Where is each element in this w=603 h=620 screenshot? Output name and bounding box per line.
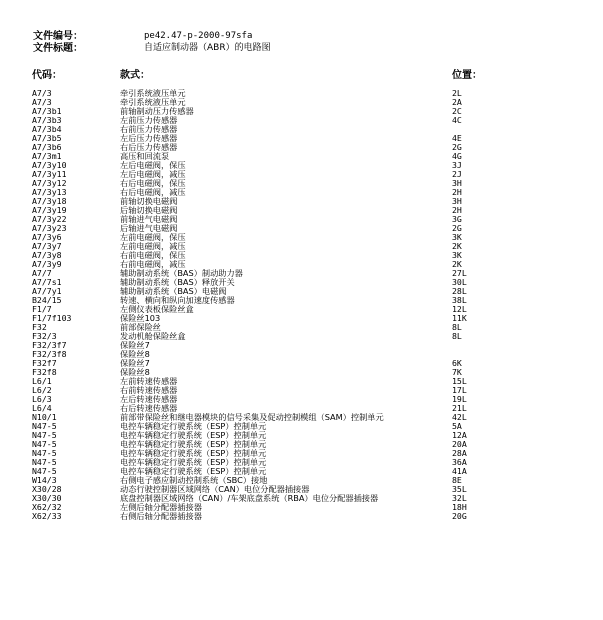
row-position: 3J <box>452 160 462 170</box>
column-header-pos: 位置： <box>452 70 482 81</box>
row-position: 20A <box>452 439 467 449</box>
row-description: 前轴进气电磁阀 <box>120 214 178 224</box>
row-code: A7/3y19 <box>32 205 67 215</box>
row-code: F32f8 <box>32 367 57 377</box>
row-position: 2K <box>452 241 462 251</box>
row-position: 2L <box>452 88 462 98</box>
row-description: 左前电磁阀，保压 <box>120 232 186 242</box>
table-row <box>0 494 603 503</box>
row-code: B24/15 <box>32 295 62 305</box>
table-row <box>0 242 603 251</box>
row-code: N47-5 <box>32 448 57 458</box>
table-row <box>0 395 603 404</box>
row-description: 电控车辆稳定行驶系统（ESP）控制单元 <box>120 466 267 476</box>
row-description: 辅助制动系统（BAS）制动助力器 <box>120 268 243 278</box>
row-description: 右前电磁阀，保压 <box>120 250 186 260</box>
row-description: 左后电磁阀，减压 <box>120 169 186 179</box>
row-description: 保险丝7 <box>120 340 150 350</box>
table-row <box>0 287 603 296</box>
table-row <box>0 503 603 512</box>
table-row <box>0 377 603 386</box>
row-description: 高压和回流泵 <box>120 151 170 161</box>
table-row <box>0 440 603 449</box>
row-position: 6K <box>452 358 462 368</box>
table-row <box>0 143 603 152</box>
row-position: 38L <box>452 295 467 305</box>
row-description: 左侧后轴分配器插接器 <box>120 502 202 512</box>
row-description: 电控车辆稳定行驶系统（ESP）控制单元 <box>120 421 267 431</box>
table-row <box>0 512 603 521</box>
row-code: A7/3y6 <box>32 232 62 242</box>
table-row <box>0 314 603 323</box>
row-position: 3K <box>452 250 462 260</box>
row-code: F32/3 <box>32 331 57 341</box>
row-code: X30/30 <box>32 493 62 503</box>
table-row <box>0 323 603 332</box>
row-code: A7/3b4 <box>32 124 62 134</box>
row-description: 前部保险丝 <box>120 322 161 332</box>
row-code: F32/3f8 <box>32 349 67 359</box>
row-code: X62/32 <box>32 502 62 512</box>
row-code: A7/3y8 <box>32 250 62 260</box>
table-row <box>0 350 603 359</box>
table-row <box>0 215 603 224</box>
row-description: 辅助制动系统（BAS）电磁阀 <box>120 286 227 296</box>
row-description: 保险丝103 <box>120 313 161 323</box>
row-description: 前轴切换电磁阀 <box>120 196 178 206</box>
row-code: A7/3y18 <box>32 196 67 206</box>
row-position: 5A <box>452 421 462 431</box>
row-position: 32L <box>452 493 467 503</box>
row-position: 21L <box>452 403 467 413</box>
row-code: N47-5 <box>32 421 57 431</box>
row-description: 辅助制动系统（BAS）释放开关 <box>120 277 235 287</box>
table-row <box>0 431 603 440</box>
row-position: 4C <box>452 115 462 125</box>
row-description: 牵引系统液压单元 <box>120 97 186 107</box>
row-position: 18H <box>452 502 467 512</box>
row-position: 19L <box>452 394 467 404</box>
row-code: A7/3y22 <box>32 214 67 224</box>
row-code: N47-5 <box>32 439 57 449</box>
row-position: 2J <box>452 169 462 179</box>
row-code: L6/2 <box>32 385 52 395</box>
row-description: 后轴切换电磁阀 <box>120 205 178 215</box>
doc-number-label: 文件编号： <box>33 31 83 42</box>
row-code: A7/3b1 <box>32 106 62 116</box>
row-description: 左前压力传感器 <box>120 115 178 125</box>
table-row <box>0 152 603 161</box>
row-position: 2A <box>452 97 462 107</box>
row-position: 28A <box>452 448 467 458</box>
row-code: F32 <box>32 322 47 332</box>
row-position: 8L <box>452 331 462 341</box>
column-header-code: 代码： <box>32 70 62 81</box>
row-code: F1/7 <box>32 304 52 314</box>
row-position: 3H <box>452 196 462 206</box>
table-row <box>0 197 603 206</box>
row-code: F1/7f103 <box>32 313 72 323</box>
table-row <box>0 422 603 431</box>
table-row <box>0 188 603 197</box>
table-row <box>0 413 603 422</box>
table-row <box>0 179 603 188</box>
table-row <box>0 341 603 350</box>
row-code: A7/7 <box>32 268 52 278</box>
row-code: N47-5 <box>32 457 57 467</box>
row-code: A7/3y10 <box>32 160 67 170</box>
doc-title-label: 文件标题： <box>33 43 83 54</box>
row-code: A7/3b5 <box>32 133 62 143</box>
table-row <box>0 98 603 107</box>
row-description: 右侧电子感应制动控制系统（SBC）接地 <box>120 475 268 485</box>
row-description: 牵引系统液压单元 <box>120 88 186 98</box>
row-description: 电控车辆稳定行驶系统（ESP）控制单元 <box>120 448 267 458</box>
row-description: 右后压力传感器 <box>120 142 178 152</box>
table-row <box>0 449 603 458</box>
row-position: 2K <box>452 259 462 269</box>
row-code: A7/3 <box>32 88 52 98</box>
table-row <box>0 296 603 305</box>
row-code: N47-5 <box>32 466 57 476</box>
row-position: 27L <box>452 268 467 278</box>
row-code: A7/7y1 <box>32 286 62 296</box>
table-row <box>0 170 603 179</box>
row-position: 3K <box>452 232 462 242</box>
row-code: N10/1 <box>32 412 57 422</box>
row-position: 20G <box>452 511 467 521</box>
row-code: L6/1 <box>32 376 52 386</box>
table-row <box>0 260 603 269</box>
row-code: L6/4 <box>32 403 52 413</box>
row-position: 36A <box>452 457 467 467</box>
row-position: 35L <box>452 484 467 494</box>
row-position: 2G <box>452 223 462 233</box>
row-position: 7K <box>452 367 462 377</box>
row-position: 3G <box>452 214 462 224</box>
table-row <box>0 278 603 287</box>
row-position: 8L <box>452 322 462 332</box>
table-row <box>0 359 603 368</box>
table-row <box>0 125 603 134</box>
table-row <box>0 458 603 467</box>
row-description: 左侧仪表板保险丝盒 <box>120 304 194 314</box>
row-position: 28L <box>452 286 467 296</box>
component-list <box>0 89 603 521</box>
table-row <box>0 107 603 116</box>
row-position: 41A <box>452 466 467 476</box>
table-row <box>0 332 603 341</box>
row-description: 右前转速传感器 <box>120 385 178 395</box>
row-code: X62/33 <box>32 511 62 521</box>
row-position: 12A <box>452 430 467 440</box>
row-description: 电控车辆稳定行驶系统（ESP）控制单元 <box>120 430 267 440</box>
row-description: 保险丝8 <box>120 367 150 377</box>
row-code: L6/3 <box>32 394 52 404</box>
table-row <box>0 305 603 314</box>
table-row <box>0 89 603 98</box>
row-position: 4E <box>452 133 462 143</box>
table-row <box>0 116 603 125</box>
table-row <box>0 269 603 278</box>
row-description: 左前电磁阀，减压 <box>120 241 186 251</box>
row-description: 动态行驶控制器区域网络（CAN）电位分配器插接器 <box>120 484 310 494</box>
row-code: W14/3 <box>32 475 57 485</box>
row-position: 11K <box>452 313 467 323</box>
doc-title-value: 自适应制动器（ABR）的电路图 <box>144 43 271 53</box>
table-row <box>0 206 603 215</box>
row-description: 左后转速传感器 <box>120 394 178 404</box>
row-description: 电控车辆稳定行驶系统（ESP）控制单元 <box>120 457 267 467</box>
table-row <box>0 386 603 395</box>
table-row <box>0 251 603 260</box>
row-position: 3H <box>452 178 462 188</box>
row-position: 2H <box>452 187 462 197</box>
row-code: A7/3y12 <box>32 178 67 188</box>
row-position: 42L <box>452 412 467 422</box>
row-description: 保险丝8 <box>120 349 150 359</box>
row-position: 30L <box>452 277 467 287</box>
row-description: 右前压力传感器 <box>120 124 178 134</box>
row-code: A7/3 <box>32 97 52 107</box>
row-code: A7/3y23 <box>32 223 67 233</box>
row-description: 前轴制动压力传感器 <box>120 106 194 116</box>
row-description: 右后转速传感器 <box>120 403 178 413</box>
table-row <box>0 233 603 242</box>
row-position: 8E <box>452 475 462 485</box>
row-description: 前部带保险丝和继电器模块的信号采集及促动控制模组（SAM）控制单元 <box>120 412 384 422</box>
table-row <box>0 467 603 476</box>
row-position: 15L <box>452 376 467 386</box>
row-code: A7/3y13 <box>32 187 67 197</box>
row-description: 左后压力传感器 <box>120 133 178 143</box>
row-description: 右后电磁阀，保压 <box>120 178 186 188</box>
row-code: N47-5 <box>32 430 57 440</box>
row-description: 底盘控制器区域网络（CAN）/车架底盘系统（RBA）电位分配器插接器 <box>120 493 379 503</box>
row-description: 发动机舱保险丝盒 <box>120 331 186 341</box>
row-code: A7/7s1 <box>32 277 62 287</box>
row-description: 后轴进气电磁阀 <box>120 223 178 233</box>
table-row <box>0 161 603 170</box>
row-code: F32f7 <box>32 358 57 368</box>
row-code: A7/3y7 <box>32 241 62 251</box>
row-description: 保险丝7 <box>120 358 150 368</box>
row-position: 2C <box>452 106 462 116</box>
row-position: 4G <box>452 151 462 161</box>
row-description: 右侧后轴分配器插接器 <box>120 511 202 521</box>
row-position: 2H <box>452 205 462 215</box>
row-code: A7/3y9 <box>32 259 62 269</box>
row-code: X30/28 <box>32 484 62 494</box>
row-description: 左前转速传感器 <box>120 376 178 386</box>
row-position: 17L <box>452 385 467 395</box>
table-row <box>0 224 603 233</box>
row-code: A7/3b3 <box>32 115 62 125</box>
row-code: A7/3b6 <box>32 142 62 152</box>
row-description: 转速、横向和纵向加速度传感器 <box>120 295 235 305</box>
row-description: 右后电磁阀，减压 <box>120 187 186 197</box>
row-code: A7/3y11 <box>32 169 67 179</box>
row-position: 2G <box>452 142 462 152</box>
row-code: A7/3m1 <box>32 151 62 161</box>
doc-number-value: pe42.47-p-2000-97sfa <box>144 31 253 41</box>
column-header-desc: 款式： <box>120 70 150 81</box>
row-description: 右前电磁阀，减压 <box>120 259 186 269</box>
row-code: F32/3f7 <box>32 340 67 350</box>
row-position: 12L <box>452 304 467 314</box>
row-description: 电控车辆稳定行驶系统（ESP）控制单元 <box>120 439 267 449</box>
row-description: 左后电磁阀，保压 <box>120 160 186 170</box>
table-row <box>0 134 603 143</box>
table-row <box>0 368 603 377</box>
